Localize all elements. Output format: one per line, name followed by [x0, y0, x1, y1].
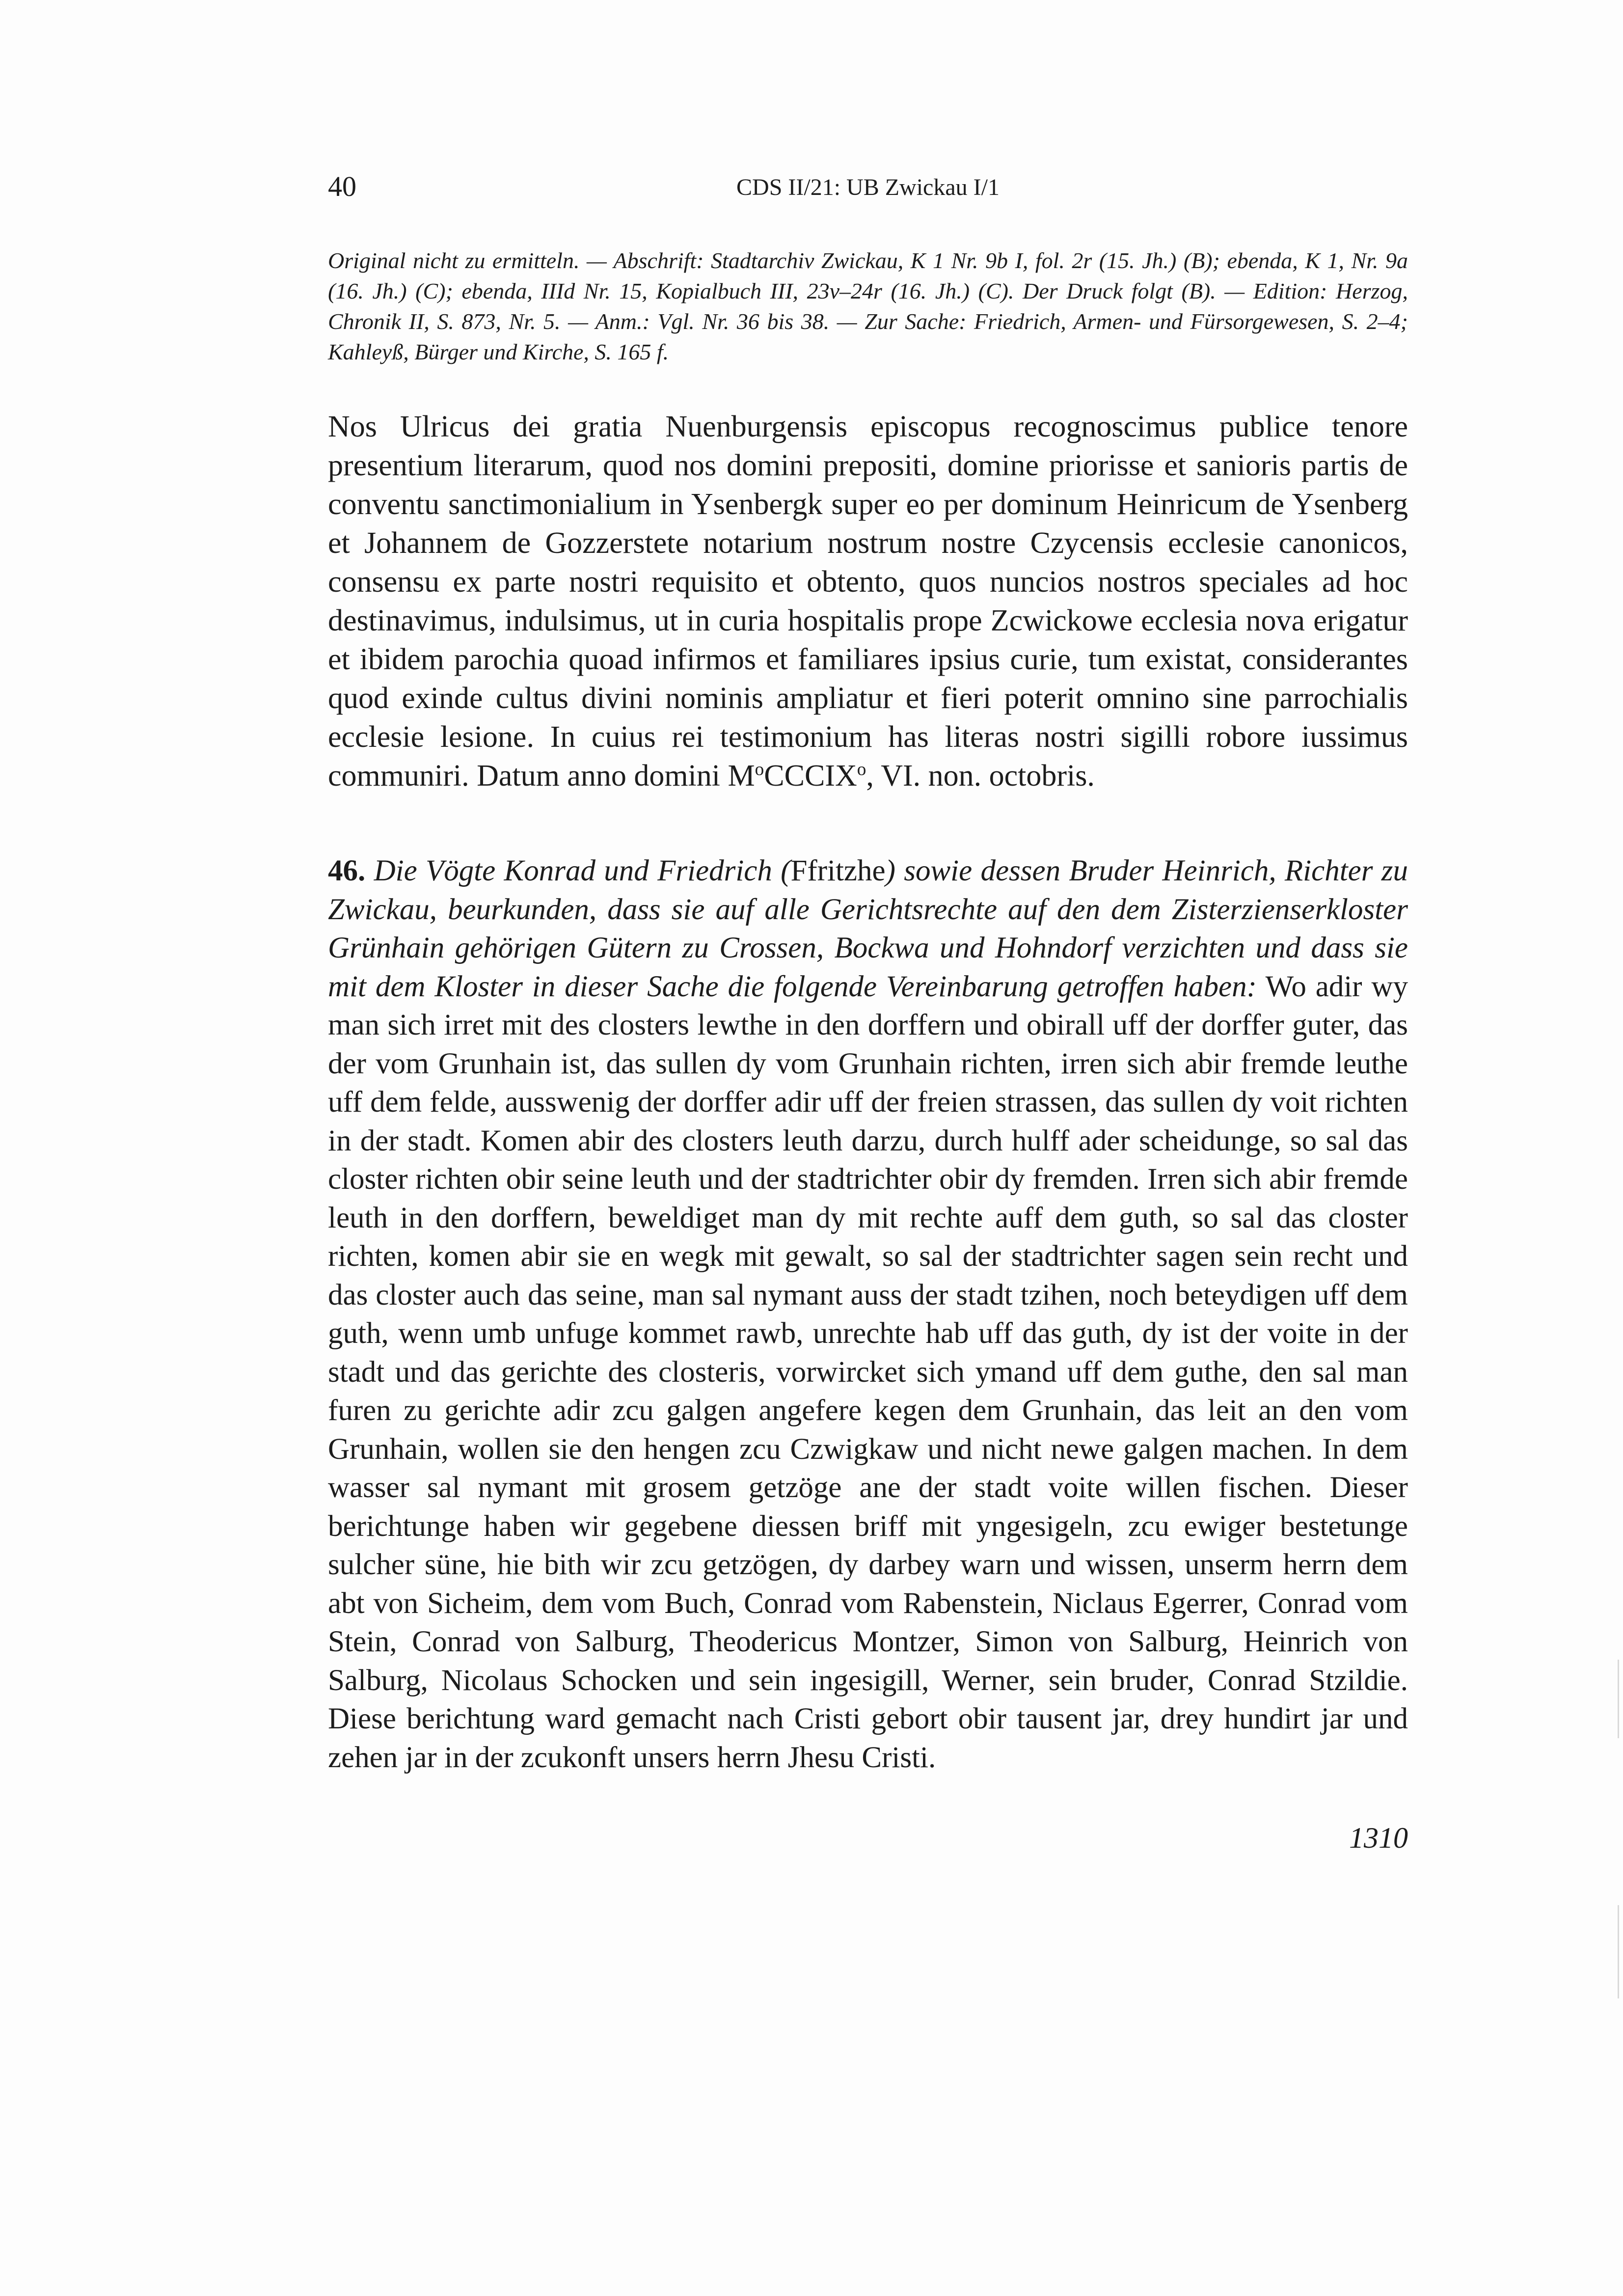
regest — [328, 854, 1408, 1003]
running-head — [328, 169, 1408, 209]
charter-text — [328, 408, 1408, 795]
regest-part-2: ) sowie dessen Bruder Heinrich, Richter zu Zwickau, beurkunden, dass sie auf alle Gerichtsrechte auf den dem Zisterzienserkloster Grünhain gehörigen Gütern zu Crossen, Bockwa und Hohndorf verzichten und dass sie mit dem Kloster in dieser Sache die folgende Vereinbarung getroffen haben: — [328, 854, 1408, 1003]
scan-artifact — [1618, 1660, 1619, 1738]
document-entry-46 — [328, 852, 1408, 1777]
charter-text-main: Nos Ulricus dei gratia Nuenburgensis episcopus recognoscimus publice tenore presentium literarum, quod nos domini prepositi, domine priorisse et sanioris partis de conventu sanctimonialium in Ysenbergk super eo per dominum Heinricum de Ysenberg et Johannem de Gozzerstete notarium nostrum nostre Czycensis ecclesie canonicos, consensu ex parte nostri requisito et obtento, quos nuncios nostros speciales ad hoc destinavimus, indulsimus, ut in curia hospitalis prope Zcwickowe ecclesia nova erigatur et ibidem parochia quoad infirmos et familiares ipsius curie, tum existat, considerantes quod exinde cultus divini nominis ampliatur et fieri poterit omnino sine parrochialis ecclesie lesione. In cuius rei testimonium has literas nostri sigilli robore iussimus communiri. Datum anno domini M — [328, 410, 1408, 793]
page-number: 40 — [328, 170, 356, 202]
charter-year-numeral: CCCIX — [764, 759, 857, 793]
source-apparatus: Original nicht zu ermitteln. — Abschrift: Stadtarchiv Zwickau, K 1 Nr. 9b I, fol. 2r (15. Jh.) (B); ebenda, K 1, Nr. 9a (16. Jh.) (C); ebenda, IIId Nr. 15, Kopialbuch III, 23v–24r (16. Jh.) (C). Der Druck folgt (B). — Edition: Herzog, Chronik II, S. 873, Nr. 5. — Anm.: Vgl. Nr. 36 bis 38. — Zur Sache: Friedrich, Armen- und Fürsorgewesen, S. 2–4; Kahleyß, Bürger und Kirche, S. 165 f. — [328, 248, 1408, 364]
regest-name: Ffritzhe — [790, 854, 886, 887]
entry-number: 46. — [328, 854, 366, 887]
charter-dating: , VI. non. octobris. — [866, 759, 1095, 793]
regest-part-1: Die Vögte Konrad und Friedrich ( — [374, 854, 791, 887]
entry-text: Wo adir wy man sich irret mit des closters lewthe in den dorffern und obirall uff der dorffer guter, das der vom Grunhain ist, das sullen dy vom Grunhain richten, irren sich abir fremde leuthe uff dem felde, ausswenig der dorffer adir uff der freien strassen, das sullen dy voit richten in der stadt. Komen abir des closters leuth darzu, durch hulff ader scheidunge, so sal das closter richten obir seine leuth und der stadtrichter obir dy fremden. Irren sich abir fremde leuth in den dorffern, beweldiget man dy mit rechte auff dem guth, so sal das closter richten, komen abir sie en wegk mit gewalt, so sal der stadtrichter sagen sein recht und das closter auch das seine, man sal nymant auss der stadt tzihen, noch beteydigen uff dem guth, wenn umb unfuge kommet rawb, unrechte hab uff das guth, dy ist der voite in der stadt und das gerichte des closteris, vorwircket sich ymand uff dem guthe, den sal man furen zu gerichte adir zcu galgen angefere kegen dem Grunhain, das leit an den vom Grunhain, wollen sie den hengen zcu Czwigkaw und nicht newe galgen machen. In dem wasser sal nymant mit grosem getzöge ane der stadt voite willen fischen. Dieser berichtunge haben wir gegebene diessen briff mit yngesigeln, zcu ewiger bestetunge sulcher süne, hie bith wir zcu getzögen, dy darbey warn und wissen, unserm herrn dem abt von Sicheim, dem vom Buch, Conrad vom Rabenstein, Niclaus Egerrer, Conrad vom Stein, Conrad von Salburg, Theodericus Montzer, Simon von Salburg, Heinrich von Salburg, Nicolaus Schocken und sein ingesigill, Werner, sein bruder, Conrad Stzildie. Diese berichtung ward gemacht nach Cristi gebort obir tausent jar, drey hundirt jar und zehen jar in der zcukonft unsers herrn Jhesu Cristi. — [328, 970, 1408, 1774]
superscript-o: o — [755, 759, 764, 780]
entry-date: 1310 — [1349, 1822, 1408, 1854]
scan-artifact — [1618, 1905, 1619, 1998]
running-title: CDS II/21: UB Zwickau I/1 — [736, 174, 1000, 200]
superscript-o: o — [857, 759, 866, 780]
